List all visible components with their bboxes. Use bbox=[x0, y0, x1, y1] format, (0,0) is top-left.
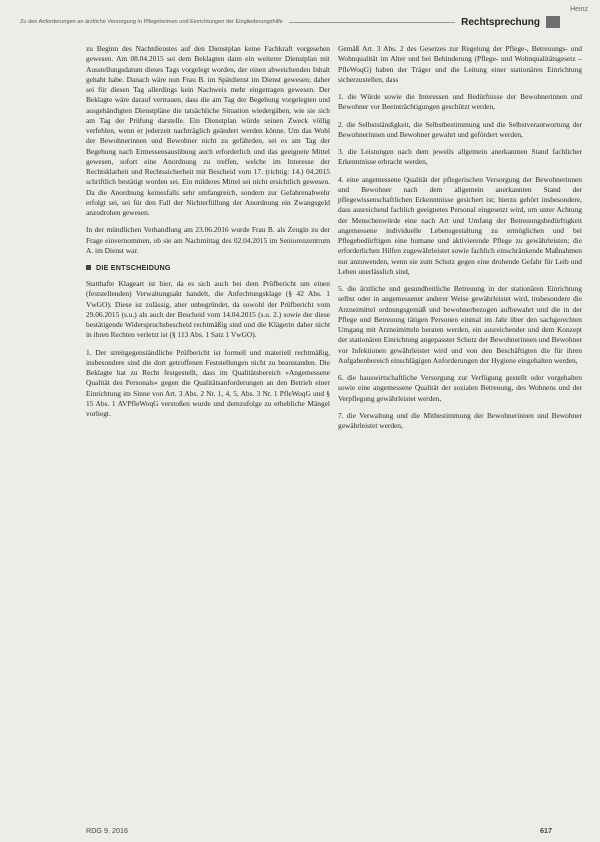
section-title: Rechtsprechung bbox=[461, 16, 540, 28]
paragraph: Statthafte Klageart ist hier, da es sich auch bei dem Prüfbericht um einen (feststellenden) Verwaltungsakt handelt, die Anfechtungsklage (§ 42 Abs. 1 VwGO). Diese ist zulässig, aber unbegründet, da sowohl der Prüfbericht vom 29.06.2015 (s.u.) als auch der Bescheid vom 14.04.2015 (s.u. 2.) sowie der diese bestätigende Widerspruchsbescheid rechtmäßig sind und die Klägerin daher nicht in ihren Rechten verletzt ist (§ 113 Abs. 1 Satz 1 VwGO). bbox=[86, 279, 330, 340]
running-head: Heinz bbox=[570, 6, 588, 13]
section-marker bbox=[546, 16, 560, 28]
list-item: 7. die Verwaltung und die Mitbestimmung der Bewohnerinnen und Bewohner gewährleistet werden, bbox=[338, 410, 582, 430]
section-heading bbox=[86, 263, 330, 272]
paragraph: In der mündlichen Verhandlung am 23.06.2016 wurde Frau B. als Zeugin zu der Frage einvernommen, ob sie am Nachmittag des 02.04.2015 im Seniorenzentrum A. im Dienst war. bbox=[86, 225, 330, 255]
paragraph: zu Beginn des Nachtdienstes auf den Dienstplan keine Fachkraft vorgesehen gewesen. Am 08.04.2015 sei dem Beklagten dann ein weiterer Dienstplan mit Ausstellungsdatum dieses Tags vorgelegt worden, der einen abweichenden Inhalt gehabt habe. Danach wäre nun Frau B. im Spätdienst im Dienst gewesen; daher sei für diesen Tag allerdings kein Nachweis mehr eingetragen gewesen. Der Beklagte wäre darauf vertrauen, dass die am Tag der Begehung vorgelegten und ausgehändigten Dienstpläne die tatsächliche Situation wiedergäben, wie sie sich am Tag der Prüfung darstelle. Ein Dienstplan würde seinen Zweck völlig verfehlen, wenn er jederzeit nachträglich geändert werden könne. Um das Wohl der Bewohnerinnen und Bewohner nicht zu gefährden, sei es am Tag der Begehung nach Ermessensausübung auch erforderlich und das geeignete Mittel gewesen, sofort eine Anordnung zu treffen, welche im Interesse der Rechtsklarheit und Rechtssicherheit mit Bescheid vom 17. (richtig: 14.) 04.2015 schriftlich bestätigt worden sei. Ein milderes Mittel sei nicht ersichtlich gewesen. Da die Anordnung keinesfalls sehr umfangreich, sondern zur Gefahrenabwehr erfolgt sei, sei für den Fall der Nichterfüllung der Anordnung ein Zwangsgeld anzudrohen gewesen. bbox=[86, 44, 330, 217]
left-column bbox=[86, 44, 330, 426]
section-heading-label: DIE ENTSCHEIDUNG bbox=[96, 263, 171, 272]
list-item: 4. eine angemessene Qualität der pflegerischen Versorgung der Bewohnerinnen und Bewohner nach dem allgemein anerkannten Stand der pflegewissenschaftlichen Erkenntnisse gesichert ist; hierzu gehört insbesondere, dass ausreichend fachlich geeignetes Personal eingesetzt wird, um unter Achtung der Menschenwürde eine nach Art und Umfang der Betreuungsbedürftigkeit angemessene individuelle Lebensgestaltung zu ermöglichen und bei Pflegebedürftigen eine humane und aktivierende Pflege zu gewährleisten; die erforderlichen Hilfen zugewährleistet sowie fachlich einschränkende Maßnahmen nur anzuwenden, wenn sie zum Schutz gegen eine drohende Gefahr für Leib und Leben unerlässlich sind, bbox=[338, 174, 582, 276]
page-footer bbox=[86, 826, 552, 835]
right-column bbox=[338, 44, 582, 438]
list-item: 5. die ärztliche und gesundheitliche Betreuung in der stationären Einrichtung selbst oder in angemessener anderer Weise gewährleistet wird, insbesondere die Arzneimittel ordnungsgemäß und bewohnerbezogen aufbewahrt und die in der Pflege und Betreuung tätigen Personen einmal im Jahr über den sachgerechten Umgang mit Arzneimitteln beraten werden, ein ausreichender und dem Konzept der stationären Einrichtung angepasster Schutz der Bewohnerinnen und Bewohner vor Infektionen gewährleistet wird und von den Beschäftigten die für ihren Aufgabenbereich einschlägigen Anforderungen der Hygiene eingehalten werden, bbox=[338, 284, 582, 365]
header-rule bbox=[289, 22, 455, 23]
article-subtitle: Zu den Anforderungen an ärztliche Versorgung in Pflegeheimen und Einrichtungen der Eingliederungshilfe bbox=[20, 19, 283, 25]
page-header bbox=[20, 16, 560, 28]
journal-citation: RDG 9. 2016 bbox=[86, 826, 128, 835]
paragraph: Gemäß Art. 3 Abs. 2 des Gesetzes zur Regelung der Pflege-, Betreuungs- und Wohnqualität im Alter und bei Behinderung (Pflege- und Wohnqualitätsgesetz – PfleWoqG) haben der Träger und die Leitung einer stationären Einrichtung sicherzustellen, dass bbox=[338, 44, 582, 84]
list-item: 1. die Würde sowie die Interessen und Bedürfnisse der Bewohnerinnen und Bewohner vor Beeinträchtigungen geschützt werden, bbox=[338, 92, 582, 112]
list-item: 3. die Leistungen nach dem jeweils allgemein anerkannten Stand fachlicher Erkenntnisse erbracht werden, bbox=[338, 147, 582, 167]
heading-bullet-icon bbox=[86, 265, 91, 270]
paragraph: 1. Der streitgegenständliche Prüfbericht ist formell und materiell rechtmäßig, insbesondere sind die dort getroffenen Feststellungen nicht zu beanstanden. Die Beklagte hat zu Recht festgestellt, dass im Qualitätsbereich »Angemessene Qualität des Personals« gegen die Qualitätsanforderungen an den Betrieb einer Einrichtung im Sinne von Art. 3 Abs. 2 Nr. 1, 4, 5, Abs. 3 Nr. 1 PfleWoqG und § 15 Abs. 1 AVPfleWoqG verstoßen wurde und demzufolge zu erhebliche Mängel vorliegt. bbox=[86, 347, 330, 418]
page-number: 617 bbox=[540, 826, 552, 835]
list-item: 6. die hauswirtschaftliche Versorgung zur Verfügung gestellt oder vorgehalten sowie eine angemessene Qualität der sozialen Betreuung, des Wohnens und der Verpflegung gewährleistet werden, bbox=[338, 373, 582, 403]
list-item: 2. die Selbstständigkeit, die Selbstbestimmung und die Selbstverantwortung der Bewohnerinnen und Bewohner gewahrt und gefördert werden, bbox=[338, 119, 582, 139]
